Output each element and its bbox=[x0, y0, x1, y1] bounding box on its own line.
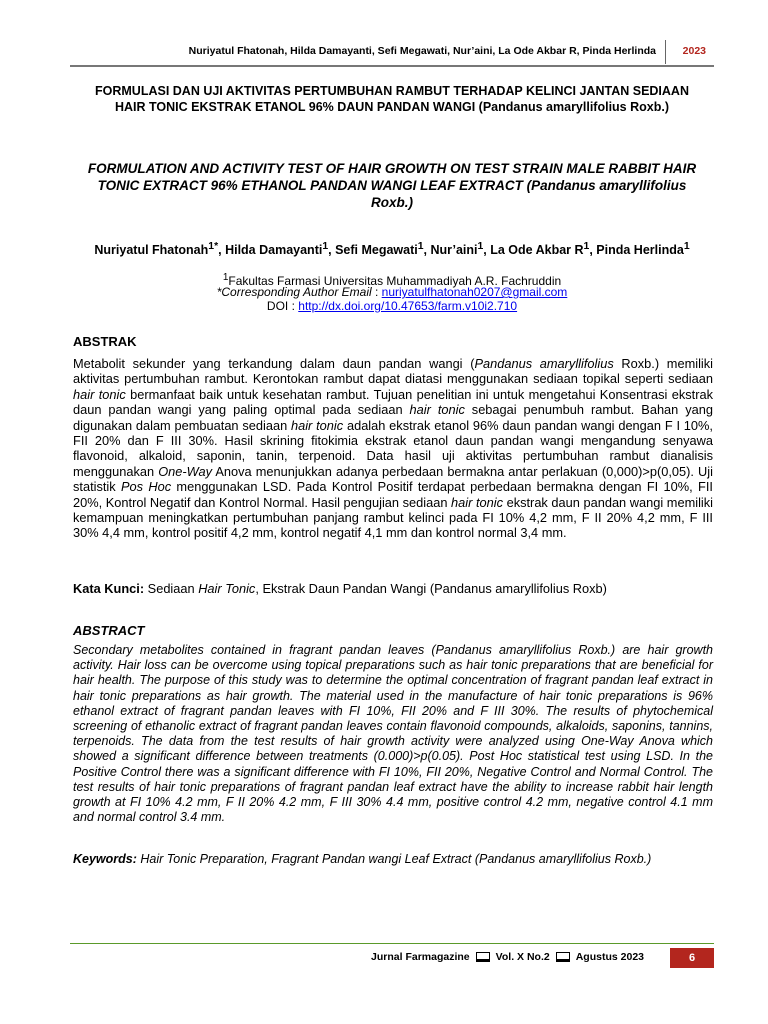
corresponding-label: *Corresponding Author Email bbox=[216, 285, 372, 299]
kata-kunci-label: Kata Kunci: bbox=[73, 581, 145, 596]
title-english: FORMULATION AND ACTIVITY TEST OF HAIR GROWTH ON TEST STRAIN MALE RABBIT HAIR TONIC EXTRACT 96% ETHANOL PANDAN WANGI LEAF EXTRACT (Pandanus amaryllifolius Roxb.) bbox=[87, 161, 697, 210]
author-sup: 1 bbox=[583, 241, 590, 252]
author-sup: 1* bbox=[208, 241, 219, 252]
footer-text bbox=[371, 951, 644, 963]
abstrak-text: sebagai penumbuh rambut. Bahan yang digunakan dalam pembuatan sediaan bbox=[73, 402, 713, 433]
abstrak-text: adalah ekstrak etanol 96% daun pandan wangi dengan F I 10%, FII 20% dan F III 30%. Hasil skrining fitokimia ekstrak etanol daun pandan wangi mengandung senyawa flavonoid, alkaloid, saponin, tanin, terpenoid. Data hasil uji aktivitas pertumbuhan rambut dianalisis menggunakan bbox=[73, 417, 713, 479]
monitor-icon bbox=[476, 952, 490, 962]
keywords bbox=[73, 852, 713, 867]
abstrak-body bbox=[73, 356, 713, 541]
author-name: , La Ode Akbar R bbox=[483, 243, 584, 258]
abstrak-italic: Pandanus amaryllifolius bbox=[474, 356, 614, 371]
author-sup: 1 bbox=[322, 241, 329, 252]
abstrak-heading: ABSTRAK bbox=[73, 334, 137, 349]
kata-kunci-text: , Ekstrak Daun Pandan Wangi (Pandanus amaryllifolius Roxb) bbox=[255, 581, 607, 596]
abstrak-italic: One-Way bbox=[158, 463, 213, 479]
author-list bbox=[80, 239, 704, 258]
keywords-label: Keywords: bbox=[73, 852, 137, 866]
author-name: , Sefi Megawati bbox=[328, 243, 418, 258]
author-name: , Hilda Damayanti bbox=[218, 243, 323, 258]
abstrak-italic: hair tonic bbox=[73, 386, 126, 402]
header-authors: Nuriyatul Fhatonah, Hilda Damayanti, Sefi Megawati, Nur’aini, La Ode Akbar R, Pinda Herlinda bbox=[188, 45, 656, 57]
footer-volume: Vol. X No.2 bbox=[495, 951, 550, 963]
abstrak-text: bermanfaat baik untuk kesehatan rambut. Tujuan penelitian ini untuk mengetahui Konsentrasi ekstrak daun pandan wangi yang paling optimal pada sediaan bbox=[73, 386, 713, 418]
abstrak-italic: Pos Hoc bbox=[120, 479, 172, 495]
page-number: 6 bbox=[670, 948, 714, 968]
header-separator bbox=[665, 40, 666, 64]
abstrak-text: Metabolit sekunder yang terkandung dalam daun pandan wangi ( bbox=[73, 356, 475, 371]
abstrak-italic: hair tonic bbox=[290, 417, 344, 433]
header-year: 2023 bbox=[682, 45, 706, 57]
title-indonesian: FORMULASI DAN UJI AKTIVITAS PERTUMBUHAN RAMBUT TERHADAP KELINCI JANTAN SEDIAAN HAIR TONIC EKSTRAK ETANOL 96% DAUN PANDAN WANGI (Pandanus amaryllifolius Roxb.) bbox=[95, 84, 689, 114]
footer-date: Agustus 2023 bbox=[575, 951, 644, 963]
header-rule bbox=[70, 65, 714, 67]
abstrak-text: Roxb.) memiliki aktivitas pertumbuhan rambut. Kerontokan rambut dapat diatasi menggunakan sediaan topikal seperti sediaan bbox=[73, 356, 713, 387]
abstrak-text: Anova menunjukkan adanya perbedaan bermakna antar perlakuan (0,000)>p(0,05). Uji statistik bbox=[73, 463, 713, 495]
author-sup: 1 bbox=[683, 241, 690, 252]
keywords-text: Hair Tonic Preparation, Fragrant Pandan wangi Leaf Extract (Pandanus amaryllifolius Roxb.) bbox=[136, 852, 652, 866]
abstract-heading: ABSTRACT bbox=[73, 623, 145, 638]
email-link[interactable]: nuriyatulfhatonah0207@gmail.com bbox=[381, 285, 568, 299]
footer-rule bbox=[70, 943, 714, 944]
kata-kunci-italic: Hair Tonic bbox=[198, 581, 256, 596]
author-name: , Pinda Herlinda bbox=[589, 243, 684, 258]
footer-journal: Jurnal Farmagazine bbox=[371, 951, 470, 963]
running-footer bbox=[70, 948, 714, 970]
abstrak-text: menggunakan LSD. Pada Kontrol Positif terdapat perbedaan bermakna dengan FI 10%, FII 20%, Kontrol Negatif dan Kontrol Normal. Hasil pengujian sediaan bbox=[73, 479, 713, 510]
abstrak-italic: hair tonic bbox=[409, 402, 465, 418]
monitor-icon bbox=[556, 952, 570, 962]
affiliation-sup: 1 bbox=[222, 272, 229, 283]
kata-kunci-text: Sediaan bbox=[144, 581, 199, 596]
author-sup: 1 bbox=[417, 241, 424, 252]
abstract-body: Secondary metabolites contained in fragrant pandan leaves (Pandanus amaryllifolius Roxb.) are hair growth activity. Hair loss can be overcome using topical preparations such as hair tonic preparations that are beneficial for hair health. The purpose of this study was to determine the optimal concentration of fragrant pandan leaf extract in hair tonic preparations as hair growth. The material used in the manufacture of hair tonic preparations is 96% ethanol extract of fragrant pandan leaves with FI 10%, FII 20% and F III 30%. The results of phytochemical screening of ethanolic extract of fragrant pandan leaves contain flavonoid compounds, alkaloids, saponins, tannins, terpenoids. The data from the test results of hair growth activity were analyzed using One-Way Anova which showed a significant difference between treatments (0.000)>p(0.05). Post Hoc statistical test using LSD. In the Positive Control there was a significant difference with FI 10%, FII 20%, Negative Control and Normal Control. The test results of hair tonic preparations of fragrant pandan leaf extract have the ability to increase rabbit hair length growth at FI 10% 4.2 mm, F II 20% 4.2 mm, F III 30% 4.4 mm, positive control 4.2 mm, negative control 4.1 mm and normal control 3.4 mm. bbox=[73, 643, 713, 825]
doi-label: DOI : bbox=[266, 299, 299, 313]
author-sup: 1 bbox=[477, 241, 484, 252]
abstrak-italic: hair tonic bbox=[451, 494, 503, 510]
abstrak-text: ekstrak daun pandan wangi memiliki kemampuan meningkatkan pertumbuhan panjang rambut kelinci pada FI 10% 4,2 mm, F II 20% 4,2 mm, F III 30% 4,4 mm, kontrol positif 4,2 mm, kontrol negatif 4,1 mm dan kontrol normal 3,4 mm. bbox=[73, 494, 713, 541]
author-name: Nuriyatul Fhatonah bbox=[94, 243, 209, 258]
author-name: , Nur’aini bbox=[423, 243, 478, 258]
corresponding-sep: : bbox=[371, 285, 382, 299]
corresponding-author bbox=[80, 285, 704, 300]
affiliation-text: Fakultas Farmasi Universitas Muhammadiyah A.R. Fachruddin bbox=[228, 274, 562, 288]
running-header bbox=[70, 40, 714, 70]
doi-link[interactable]: http://dx.doi.org/10.47653/farm.v10i2.710 bbox=[298, 299, 518, 313]
doi-line bbox=[80, 299, 704, 314]
kata-kunci bbox=[73, 581, 713, 596]
